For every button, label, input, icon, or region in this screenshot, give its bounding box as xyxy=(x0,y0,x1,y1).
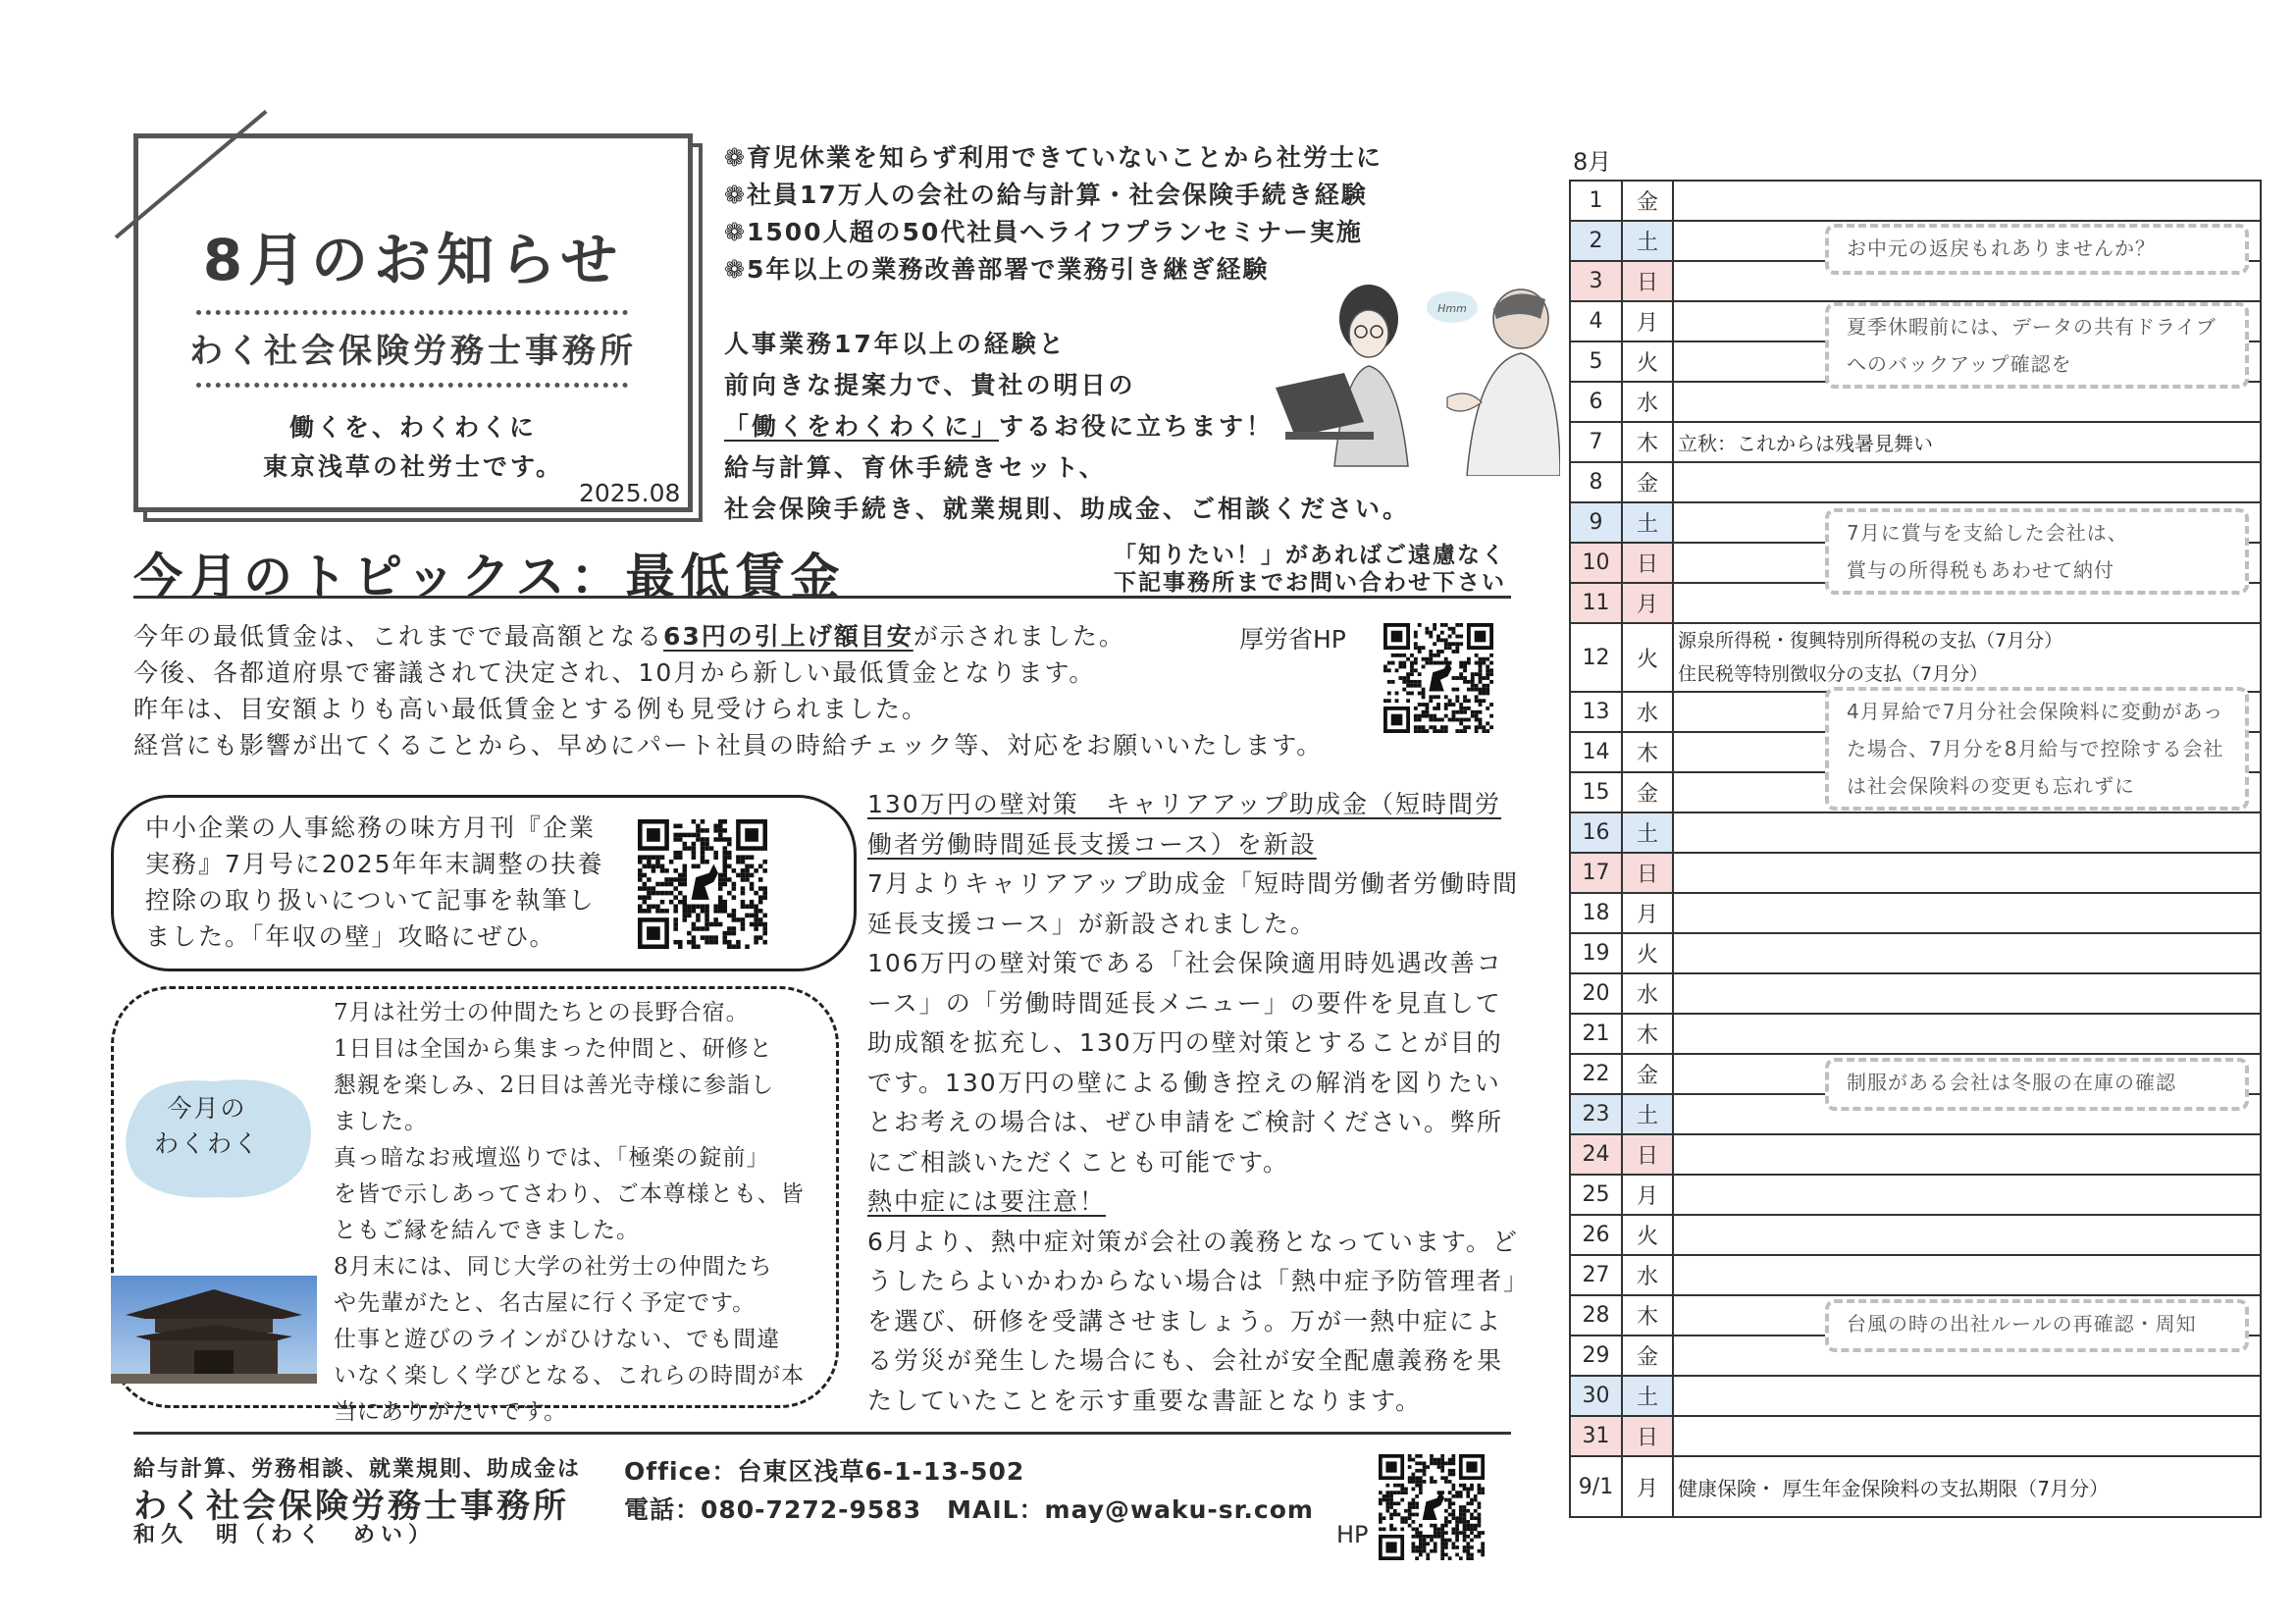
calendar-note: 台風の時の出社ルールの再確認・周知 xyxy=(1825,1299,2249,1352)
footer-lead: 給与計算、労務相談、就業規則、助成金は xyxy=(133,1457,582,1482)
calendar-weekday: 火 xyxy=(1622,1215,1673,1255)
calendar-row xyxy=(1570,462,2261,502)
footer-office-name: わく社会保険労務士事務所 xyxy=(133,1487,569,1526)
calendar-row xyxy=(1570,1014,2261,1054)
calendar-date: 29 xyxy=(1570,1336,1622,1376)
calendar-month: 8月 xyxy=(1573,148,1612,176)
calendar-date: 2 xyxy=(1570,221,1622,261)
calendar-date: 12 xyxy=(1570,623,1622,692)
calendar-weekday: 金 xyxy=(1622,181,1673,221)
calendar-date: 21 xyxy=(1570,1014,1622,1054)
calendar-event: 立秋：これからは残暑見舞い xyxy=(1673,422,2261,462)
calendar-weekday: 日 xyxy=(1622,261,1673,301)
calendar-event xyxy=(1673,1134,2261,1175)
calendar-date: 26 xyxy=(1570,1215,1622,1255)
footer-rule xyxy=(133,1432,1511,1435)
tagline: 働くを、わくわくに 東京浅草の社労士です。 xyxy=(262,413,563,481)
calendar-weekday: 月 xyxy=(1622,1175,1673,1215)
calendar-event xyxy=(1673,462,2261,502)
calendar-date: 16 xyxy=(1570,812,1622,853)
calendar-date: 13 xyxy=(1570,692,1622,732)
topic-body: 今年の最低賃金は、これまでで最高額となる63円の引上げ額目安が示されました。 今後、各都道府県で審議されて決定され、10月から新しい最低賃金となります。 昨年は、目安額よりも高い最低賃金とする例も見受けられました。 経営にも影響が出てくることから、早めにパート社員の時給チェック等、対応をお願いいたします。 xyxy=(133,622,1324,760)
calendar-weekday: 月 xyxy=(1622,301,1673,341)
calendar-note: 4月昇給で7月分社会保険料に変動があっ た場合、7月分を8月給与で控除する会社 は社会保険料の変更も忘れずに xyxy=(1825,687,2249,811)
calendar-date: 9 xyxy=(1570,502,1622,543)
bullet-item: ❁5年以上の業務改善部署で業務引き継ぎ経験 xyxy=(724,255,1270,284)
wakuwaku-label: 今月の わくわく xyxy=(153,1094,260,1158)
calendar-row xyxy=(1570,893,2261,933)
calendar-date: 6 xyxy=(1570,382,1622,422)
dotted-divider xyxy=(196,383,628,388)
calendar-row xyxy=(1570,853,2261,893)
calendar-row xyxy=(1570,973,2261,1014)
calendar-row xyxy=(1570,1255,2261,1295)
calendar-date: 4 xyxy=(1570,301,1622,341)
calendar-weekday: 月 xyxy=(1622,893,1673,933)
calendar-row xyxy=(1570,181,2261,221)
calendar-weekday: 土 xyxy=(1622,221,1673,261)
calendar-event xyxy=(1673,933,2261,973)
calendar-event xyxy=(1673,893,2261,933)
calendar-date: 28 xyxy=(1570,1295,1622,1336)
bullet-item: ❁1500人超の50代社員へライフプランセミナー実施 xyxy=(724,218,1363,246)
temple-photo xyxy=(111,1276,317,1384)
article-column: 130万円の壁対策 キャリアアップ助成金（短時間労 働者労働時間延長支援コース）を新設 7月よりキャリアアップ助成金「短時間労働者労働時間 延長支援コース」が新設されました。 106万円の壁対策である「社会保険適用時処遇改善コ ース」の「労働時間延長メニュー」の要件を見直して 助成額を拡充し、130万円の壁対策とすることが目的 です。130万円の壁による働き控えの解消を図りたい とお考えの場合は、ぜひ申請をご検討ください。弊所 にご相談いただくことも可能です。 熱中症には要注意！ 6月より、熱中症対策が会社の義務となっています。ど うしたらよいかわからない場合は「熱中症予防管理者」 を選び、研修を受講させましょう。万が一熱中症によ る労災が発生した場合にも、会社が安全配慮義務を果 たしていたことを示す重要な書証となります。 xyxy=(867,785,1544,1421)
calendar-event xyxy=(1673,1416,2261,1456)
inquiry-note: 「知りたい！」があればご遠慮なく 下記事務所までお問い合わせ下さい xyxy=(1114,543,1506,596)
calendar-event xyxy=(1673,853,2261,893)
contact-info[interactable]: 電話：080-7272-9583 MAIL：may@waku-sr.com xyxy=(624,1495,1314,1524)
calendar-weekday: 金 xyxy=(1622,1336,1673,1376)
calendar-weekday: 木 xyxy=(1622,1014,1673,1054)
calendar-weekday: 水 xyxy=(1622,973,1673,1014)
intro-text: 人事業務17年以上の経験と 前向きな提案力で、貴社の明日の 「働くをわくわくに」するお役に立ちます！ 給与計算、育休手続きセット、 社会保険手続き、就業規則、助成金、ご相談ください。 xyxy=(724,330,1411,523)
article-heading: 熱中症には要注意！ xyxy=(867,1187,1107,1216)
calendar-weekday: 火 xyxy=(1622,623,1673,692)
publication-text: 中小企業の人事総務の味方月刊『企業 実務』7月号に2025年年末調整の扶養 控除の取り扱いについて記事を執筆し ました。「年収の壁」攻略にぜひ。 xyxy=(145,813,604,951)
calendar-weekday: 金 xyxy=(1622,1054,1673,1094)
calendar-weekday: 月 xyxy=(1622,1456,1673,1517)
calendar-date: 27 xyxy=(1570,1255,1622,1295)
calendar-weekday: 木 xyxy=(1622,732,1673,772)
dotted-divider xyxy=(196,310,628,315)
calendar-event xyxy=(1673,1376,2261,1416)
calendar-date: 31 xyxy=(1570,1416,1622,1456)
calendar-date: 14 xyxy=(1570,732,1622,772)
article-heading: 130万円の壁対策 キャリアアップ助成金（短時間労 xyxy=(867,790,1501,818)
profile-bullets xyxy=(724,139,1383,288)
calendar-date: 9/1 xyxy=(1570,1456,1622,1517)
calendar-date: 7 xyxy=(1570,422,1622,462)
calendar-weekday: 土 xyxy=(1622,502,1673,543)
calendar-row xyxy=(1570,1416,2261,1456)
calendar-event xyxy=(1673,1255,2261,1295)
calendar-note: 制服がある会社は冬服の在庫の確認 xyxy=(1825,1058,2249,1111)
speech-bubble-label: Hmm xyxy=(1437,302,1467,315)
calendar-row xyxy=(1570,933,2261,973)
calendar-date: 8 xyxy=(1570,462,1622,502)
calendar-event xyxy=(1673,812,2261,853)
calendar-date: 19 xyxy=(1570,933,1622,973)
calendar-weekday: 日 xyxy=(1622,853,1673,893)
calendar-weekday: 木 xyxy=(1622,422,1673,462)
calendar-date: 15 xyxy=(1570,772,1622,812)
calendar-row xyxy=(1570,1456,2261,1517)
calendar-event xyxy=(1673,1014,2261,1054)
topic-rule xyxy=(133,596,1511,599)
calendar-note: 7月に賞与を支給した会社は、 賞与の所得税もあわせて納付 xyxy=(1825,508,2249,595)
calendar-date: 3 xyxy=(1570,261,1622,301)
calendar-weekday: 土 xyxy=(1622,1376,1673,1416)
calendar-row xyxy=(1570,1215,2261,1255)
calendar-weekday: 金 xyxy=(1622,772,1673,812)
calendar-date: 1 xyxy=(1570,181,1622,221)
calendar-weekday: 土 xyxy=(1622,1094,1673,1134)
mhlw-qr-code[interactable] xyxy=(1383,623,1493,733)
calendar-row xyxy=(1570,1134,2261,1175)
calendar-date: 24 xyxy=(1570,1134,1622,1175)
bullet-item: ❁育児休業を知らず利用できていないことから社労士に xyxy=(724,143,1383,172)
calendar-date: 17 xyxy=(1570,853,1622,893)
office-address: Office：台東区浅草6-1-13-502 xyxy=(624,1457,1025,1486)
consultation-illustration xyxy=(1276,280,1560,476)
calendar-row xyxy=(1570,1175,2261,1215)
calendar-weekday: 日 xyxy=(1622,1134,1673,1175)
calendar-weekday: 水 xyxy=(1622,382,1673,422)
topic-title: 今月のトピックス：最低賃金 xyxy=(133,549,846,605)
calendar-weekday: 日 xyxy=(1622,1416,1673,1456)
calendar-weekday: 土 xyxy=(1622,812,1673,853)
office-name: わく社会保険労務士事務所 xyxy=(189,332,637,371)
calendar-weekday: 水 xyxy=(1622,692,1673,732)
calendar-date: 5 xyxy=(1570,341,1622,382)
homepage-qr-code[interactable] xyxy=(1379,1454,1485,1560)
calendar-weekday: 日 xyxy=(1622,543,1673,583)
calendar-date: 25 xyxy=(1570,1175,1622,1215)
calendar-row xyxy=(1570,812,2261,853)
calendar-date: 20 xyxy=(1570,973,1622,1014)
calendar-event: 源泉所得税・復興特別所得税の支払（7月分） 住民税等特別徴収分の支払（7月分） xyxy=(1673,623,2261,692)
bullet-item: ❁社員17万人の会社の給与計算・社会保険手続き経験 xyxy=(724,181,1368,209)
newsletter-title: 8月のお知らせ xyxy=(202,227,624,293)
calendar-date: 22 xyxy=(1570,1054,1622,1094)
calendar-row xyxy=(1570,1376,2261,1416)
calendar-event xyxy=(1673,181,2261,221)
article-heading: 働者労働時間延長支援コース）を新設 xyxy=(867,829,1317,859)
calendar-date: 11 xyxy=(1570,583,1622,623)
calendar-weekday: 月 xyxy=(1622,583,1673,623)
calendar-row xyxy=(1570,422,2261,462)
calendar-row xyxy=(1570,623,2261,692)
calendar-event xyxy=(1673,1175,2261,1215)
calendar-weekday: 火 xyxy=(1622,341,1673,382)
calendar-weekday: 金 xyxy=(1622,462,1673,502)
calendar-weekday: 木 xyxy=(1622,1295,1673,1336)
calendar-event: 健康保険・ 厚生年金保険料の支払期限（7月分） xyxy=(1673,1456,2261,1517)
calendar-note: 夏季休暇前には、データの共有ドライブ へのバックアップ確認を xyxy=(1825,302,2249,389)
publication-qr-code[interactable] xyxy=(638,819,767,949)
hp-label: HP xyxy=(1336,1521,1369,1548)
wakuwaku-text: 7月は社労士の仲間たちとの長野合宿。 1日目は全国から集まった仲間と、研修と 懇親を楽しみ、2日目は善光寺様に参詣し ました。 真っ暗なお戒壇巡りでは、「極楽の錠前」 を皆で示しあってさわり、ご本尊様とも、皆 ともご縁を結んできました。 8月末には、同じ大学の社労士の仲間たち や先輩がたと、名古屋に行く予定です。 仕事と遊びのラインがひけない、でも間違 いなく楽しく学びとなる、これらの時間が本 当にありがたいです。 xyxy=(334,1000,805,1425)
calendar-weekday: 火 xyxy=(1622,933,1673,973)
calendar-weekday: 水 xyxy=(1622,1255,1673,1295)
calendar-event xyxy=(1673,973,2261,1014)
issue-date: 2025.08 xyxy=(579,479,681,507)
calendar-date: 23 xyxy=(1570,1094,1622,1134)
mhlw-hp-label: 厚労省HP xyxy=(1239,625,1346,654)
calendar-date: 10 xyxy=(1570,543,1622,583)
representative-name: 和久 明（わく めい） xyxy=(133,1523,437,1547)
calendar-date: 18 xyxy=(1570,893,1622,933)
calendar-date: 30 xyxy=(1570,1376,1622,1416)
calendar-note: お中元の返戻もれありませんか？ xyxy=(1825,224,2249,275)
calendar-event xyxy=(1673,1215,2261,1255)
